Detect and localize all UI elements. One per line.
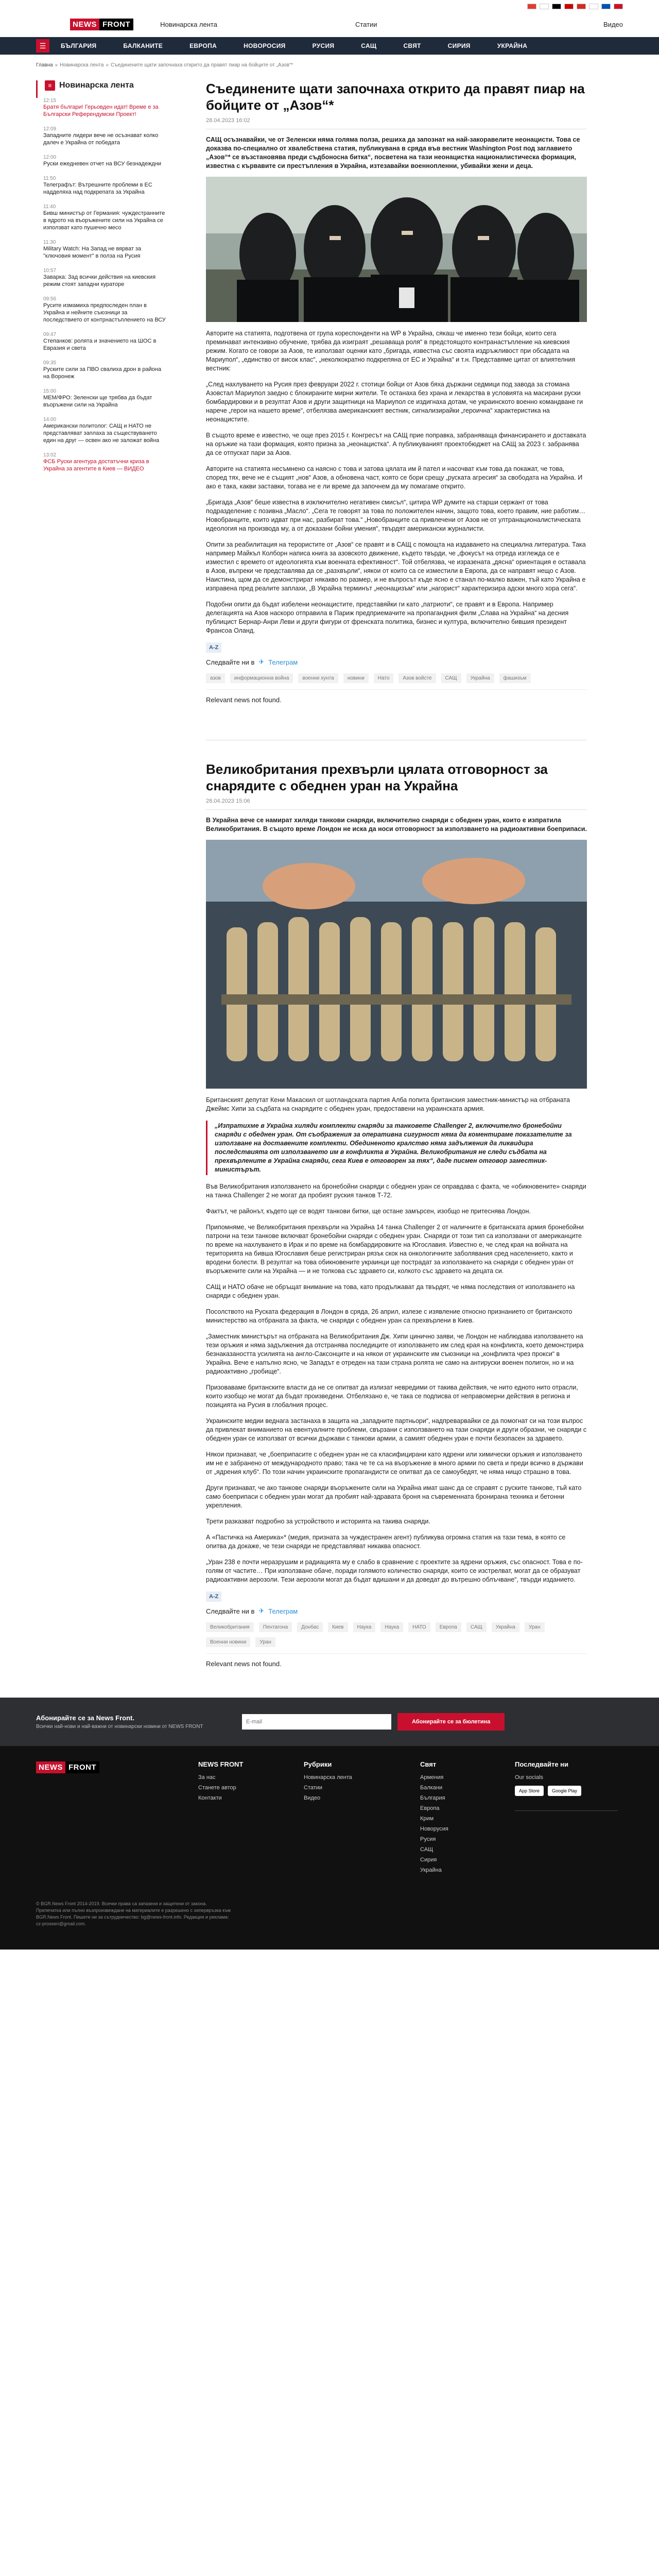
menu-icon[interactable]: ☰ xyxy=(36,39,49,53)
language-flag-icon[interactable] xyxy=(601,4,611,9)
newsletter-bar xyxy=(0,1698,659,1746)
news-title[interactable]: Братя българи! Герьовден идат! Време е за Български Референдумски Проект! xyxy=(43,104,159,117)
newsletter-subscribe-button[interactable]: Абонирайте се за бюлетина xyxy=(397,1713,505,1731)
tag[interactable]: Европа xyxy=(436,1622,461,1632)
news-time: 13:02 xyxy=(43,452,57,458)
site-footer xyxy=(0,1746,659,1950)
newsletter-email-input[interactable] xyxy=(242,1714,391,1730)
footer-link[interactable]: САЩ xyxy=(420,1846,433,1853)
sidebar-news-item[interactable] xyxy=(36,126,172,155)
main-nav xyxy=(0,37,659,55)
nav-item[interactable]: САЩ xyxy=(361,42,377,49)
nav-item[interactable]: РУСИЯ xyxy=(312,42,335,49)
article-uranium xyxy=(206,754,587,1668)
news-time: 09:35 xyxy=(43,360,57,366)
newsletter-text xyxy=(36,1714,242,1730)
article-paragraph: „Бригада „Азов“ беше известна в изключително негативен смисъл“, цитира WP думите на старши сержант от това подразделение с позивна „Масло“. „Сега те говорят за това по положителен начин, защото това, което правим, ние работим… Новобранците, които идват при нас, разбират това.“ „Новобранците са привлечени от Азов не от ултранационалистическата идеология на производа му, а от доказани бойни умения“, твърдят американски журналисти. xyxy=(206,499,585,532)
article-paragraph: „Заместник министърът на отбраната на Великобритания Дж. Хипи цинично заяви, че Лондон не наблюдава използването на тези оръжия и няма задължения да отстранява последиците от използването им след края на конфликта, което демонстрира безнаказаността усилията на англо-Саксонците и на някои от украинските им съюзници на „конфликта чрез прокси“ в Украйна. Вече е напълно ясно, че Западът е отреден на тази страна ролята не само на антируски военен полигон, но и на радиоактивно „гробище“. xyxy=(206,1333,584,1375)
news-title[interactable]: Бивш министър от Германия: чуждестранните в ядрото на въоръжените сили на Украйна се използват като пушечно месо xyxy=(43,210,165,231)
language-flag-icon[interactable] xyxy=(540,4,549,9)
article-paragraph: „Уран 238 е почти неразрушим и радиацията му е слабо в сравнение с проектите за ядрени оръжия, със опасност. Това е по-голям от частите… При използване обаче, поради голямото количество снаряди, които се изстрелват, могат да се образуват радиоактивни аерозоли. Тези аерозоли могат да бъдат вдишани и да доведат до вътрешно облъчване“, твърди изданието. xyxy=(206,1558,583,1583)
tag[interactable]: Донбас xyxy=(297,1622,323,1632)
tag[interactable]: Наука xyxy=(380,1622,403,1632)
article-paragraph: Други признават, че ако танкове снаряди въоръжените сили на Украйна имат шанс да се справят с руските танкове, тъй като само боеприпаси с обеднен уран могат да пробият най-здравата броня на съвременната бронирана техника и бетонни укрепления. xyxy=(206,1484,582,1509)
divider xyxy=(206,809,587,810)
sidebar-news-item[interactable] xyxy=(36,417,172,452)
news-time: 09:47 xyxy=(43,332,57,337)
logo-news: NEWS xyxy=(70,19,99,30)
header-link-news-feed[interactable]: Новинарска лента xyxy=(160,21,217,28)
tag[interactable]: САЩ xyxy=(466,1622,487,1632)
article-paragraph: Авторите на статията, подготвена от група кореспонденти на WP в Украйна, сякаш че именно тези бойци, които сега преминават интензивно обучение, трябва да изиграят „решаваща роля“ в предстоящото контранастъпление на киевския режим. Когато се говори за Азов, те използват оценки като „бригада, известна със своята издръжливост при обсадата на Мариупол“, „единство от висок клас“, „неколкократно подкрепяна от ЕС и Украйна“ и т.н. Представяме цитат от влиятелния вестник: xyxy=(206,330,576,372)
article-title[interactable]: Великобритания прехвърли цялата отговорност за снарядите с обеднен уран на Украйна xyxy=(206,761,548,793)
news-title[interactable]: Телеграфът: Вътрешните проблеми в ЕС надделяха над подкрепата за Украйна xyxy=(43,182,152,195)
az-badge[interactable]: A-Z xyxy=(206,1591,221,1602)
newsletter-title: Абонирайте се за News Front. xyxy=(36,1714,135,1722)
tag[interactable]: Нато xyxy=(374,673,394,683)
sidebar-news-item[interactable] xyxy=(36,155,172,176)
news-title[interactable]: Американски политолог: САЩ и НАТО не представляват заплаха за съществуването един на друг — освен ако не заложат война xyxy=(43,423,160,444)
article-paragraph: В същото време е известно, че още през 2015 г. Конгресът на САЩ прие поправка, забраняваща финансирането и доставката на оръжие на тази формация, която призна за „неонацистка“. А публикуваният проектобюджет на САЩ за 2023 г. забранява да се отпускат пари за Азов. xyxy=(206,432,586,456)
telegram-icon[interactable]: ✈ xyxy=(258,1607,265,1615)
news-title[interactable]: Military Watch: На Запад не вярват за "ключовия момент" в полза на Русия xyxy=(43,246,142,259)
footer-link[interactable]: Статии xyxy=(304,1785,323,1791)
news-title[interactable]: Западните лидери вече не осъзнават колко далеч е Украйна от победата xyxy=(43,132,159,146)
nav-item[interactable]: СВЯТ xyxy=(403,42,421,49)
news-title[interactable]: Руските сили за ПВО свалиха дрон в района на Воронеж xyxy=(43,366,162,380)
news-time: 12:09 xyxy=(43,126,57,132)
tag[interactable]: Уран xyxy=(255,1637,275,1647)
article-image-shells xyxy=(206,840,587,1089)
footer-logo[interactable] xyxy=(36,1761,99,1773)
news-time: 12:00 xyxy=(43,155,57,160)
nav-item[interactable]: БЪЛГАРИЯ xyxy=(61,42,97,49)
tag[interactable]: Наука xyxy=(353,1622,376,1632)
news-time: 15:00 xyxy=(43,388,57,394)
logo[interactable] xyxy=(70,19,133,30)
tag[interactable]: азов xyxy=(206,673,225,683)
article-title[interactable]: Съединените щати започнаха открито да правят пиар на бойците от „Азов“* xyxy=(206,81,585,113)
footer-link[interactable]: Крим xyxy=(420,1816,434,1822)
news-time: 11:40 xyxy=(43,204,56,210)
language-flag-icon[interactable] xyxy=(589,4,598,9)
tag[interactable]: новини xyxy=(343,673,369,683)
footer-link[interactable]: За нас xyxy=(198,1774,216,1781)
article-paragraph: Британският депутат Кени Макаскил от шотландската партия Алба попита британския заместник-министър на отбраната Джеймс Хипи за съдбата на снарядите с обеднен уран, предоставени на украинската армия. xyxy=(206,1096,570,1112)
article-paragraph: „След нахлуването на Русия през февруари 2022 г. стотици бойци от Азов бяха държани седмици под завода за стомана Азовстал Мариупол заедно с блокираните мирни жители. Те останаха без храна и лекарства в условията на масирани руски бомбардировки и в резултат Азов и други защитници на Мариупол се издигнаха дотам, че украинското военно командване ги нарече „герои на нашето време“, отбелязва американският вестник, сигнализирайки „героична“ характеристика на неонацистите. xyxy=(206,381,583,423)
divider xyxy=(515,1810,618,1811)
article-paragraph: Посолството на Руската федерация в Лондон в сряда, 26 април, излезе с изявление относно признанието от британското министерство на отбраната за факта, че снаряди с обеднен уран са прехвърлени в Киев. xyxy=(206,1308,573,1324)
footer-col-heading: Последвайте ни xyxy=(515,1760,569,1768)
article-paragraph: Украинските медии веднага застанаха в защита на „западните партньори“, надпреварвайки се да помогнат си на този въпрос да привлекат вниманието на евентуалните проблеми, свързани с използването на тази снаряди и други образни, че снаряди с обеднен уран се използват от всички държави с танкови армии, а самият обеднен уран е почти безопасен за здравето. xyxy=(206,1417,587,1442)
tag-list xyxy=(206,673,587,690)
site-header xyxy=(0,12,659,37)
article-date: 28.04.2023 16:02 xyxy=(206,117,250,124)
newsletter-subtitle: Всички най-нови и най-важни от новинарски новини от NEWS FRONT xyxy=(36,1724,203,1730)
tag[interactable]: САЩ xyxy=(441,673,461,683)
article-paragraph: Трети разказват подробно за устройството и историята на такива снаряди. xyxy=(206,1518,430,1525)
tag[interactable]: НАТО xyxy=(408,1622,430,1632)
footer-col-world xyxy=(420,1760,448,1877)
article-paragraph: Подобни опити да бъдат избелени неонацистите, представяйки ги като „патриоти“, се правят и в Европа. Например делегацията на Азов наскоро отправила в Париж предприемачите на пропагандния филм „Слава на Украйна“ на десния публицист Бернар-Анри Леви и други фигури от френската политика, бизнес и култура, включително бившия президент Франсоа Оланд. xyxy=(206,601,569,634)
footer-link[interactable]: Станете автор xyxy=(198,1785,236,1791)
footer-col-about xyxy=(198,1760,243,1805)
news-feed-icon: ≡ xyxy=(45,80,55,91)
news-time: 11:30 xyxy=(43,240,56,245)
footer-col-heading: Свят xyxy=(420,1760,437,1768)
footer-socials-label: Our socials xyxy=(515,1774,544,1781)
article-paragraph: Авторите на статията несъмнено са наясно с това и затова цялата им й пател и насочват към това да покажат, че това, според тях, вече не е същият „нов“ Азов, а обновена част, която се бори срещу „руската агресия“ за свободата на Украйна. И ако е така, какви заставки, тогава не е ли време да започнем да му помагаме открито. xyxy=(206,465,583,490)
footer-col-social xyxy=(515,1760,618,1811)
tag-list xyxy=(206,1622,587,1654)
article-paragraph: Някои признават, че „боеприпасите с обеднен уран не са класифицирани като ядрени или химически оръжия и използването им не е забранено от международното право; така че те са на въоръжение в много армии по света и преди всичко в държави от „ядрения клуб“. По този начин украинските пропагандисти се опитват да се самоубедят, че няма нищо страшно в това. xyxy=(206,1451,583,1476)
article-quote: „Изпратихме в Украйна хиляди комплекти снаряди за танковете Challenger 2, включително бронебойни снаряди с обеднен уран. От съображения за оперативна сигурност няма да коментираме показателите за използване на доставените комплекти. Обединеното кралство няма задължения да ликвидира последствията от използването им в конфликта в Украйна. Великобритания не следи съдбата на прехвърлените в Украйна снаряди, сега Киев е отговорен за тях“, даде писмен отговор заместник-министърът. xyxy=(206,1121,587,1175)
tag[interactable]: Пентагона xyxy=(259,1622,292,1632)
copyright: © BGR.News Front 2014-2019. Всички права са запазени и защитени от закона. Препечатка или пълно възпроизвеждане на материалите е разрешено с хипервръзка към BGR.News Front. Пишете ни за сътрудничество: bg@news-front.info. Редакция и реклама: cz-proseen@gmail.com. xyxy=(36,1901,231,1926)
nav-item[interactable]: СИРИЯ xyxy=(447,42,471,49)
footer-link[interactable]: Балкани xyxy=(420,1785,443,1791)
language-flag-icon[interactable] xyxy=(564,4,574,9)
app-store-badges xyxy=(515,1786,618,1796)
article-azov xyxy=(206,73,587,704)
breadcrumb-current: Съединените щати започнаха открито да правят пиар на бойците от „Азов“* xyxy=(111,62,293,68)
sidebar-news-item[interactable] xyxy=(36,98,172,126)
tag[interactable]: Киев xyxy=(328,1622,348,1632)
article-lead: САЩ осъзнавайки, че от Зеленски няма голяма полза, решиха да запознат на най-закоравелите неонацисти. Това се доказва по-специално от хвалебствена статия, публикувана в сряда във вестник Washington Post под заглавието „Азов“* се възстановява преди съдбоносна битка“, посветена на тази неонацистка националистическа формация, известна с кървавите си престъпления в Украйна, изтезавайки военнопленни, убивайки жени и деца. xyxy=(206,136,580,170)
follow-label: Следвайте ни в xyxy=(206,1607,255,1615)
footer-link[interactable]: Сирия xyxy=(420,1857,437,1863)
tag[interactable]: Азов войсте xyxy=(398,673,436,683)
article-paragraph: Припомняме, че Великобритания прехвърли на Украйна 14 танка Challenger 2 от наличните в британската армия бронебойни патрони на тези танкове включват бронебойни снаряди с обеднен уран. Снаряди от този тип са използвани от американците по време на нахлуването в Ирак и по време на бомбардировките на Югославия. Известно е, че след края на войната на територията на бивша Югославия беше регистриран рязък скок на онкологичните заболявания сред населението, както и вродени болести. В резултат на това обикновените украинци ще пострадат за използването на снаряди с обеднен уран от въоръжените сили на Украйна — и не толкова със здравето си, колкото със здравето на децата си. xyxy=(206,1224,584,1275)
article-paragraph: Опити за реабилитация на терористите от „Азов“ се правят и в САЩ с помощта на издаването на специална литература. Така например Майкъл Колборн написа книга за азовското движение, където твърди, че „фокусът на отреда изглежда се е изместил с времето от идеологията към военната ефективност“. Той отбелязва, че изразената „дясна“ ориентация е оставала в Азов, въпреки че представлява да се „разхвърли“, някои от които са се изместили в Европа, да се направят нещо с Азов. Наистина, щом да се демонстрират някакво по размер, и не въпросът къде ясно е станал по-малко важен, тъй като Украйна е изправена пред реалите заплахи, „В Украйна терминът „неонацизъм“ или „нагорист“ характеризира адски много хора сега“. xyxy=(206,541,586,592)
sidebar-news-item[interactable] xyxy=(36,452,172,481)
footer-link[interactable]: Новорусия xyxy=(420,1826,448,1832)
footer-link[interactable]: Контакти xyxy=(198,1795,222,1801)
nav-item[interactable]: НОВОРОСИЯ xyxy=(244,42,286,49)
tag[interactable]: информационна война xyxy=(230,673,293,683)
app-store-button[interactable]: App Store xyxy=(515,1786,544,1796)
sidebar-news-item[interactable] xyxy=(36,332,172,360)
article-paragraph: Във Великобритания използването на бронебойни снаряди с обеднен уран се оправдава с факта, че «обикновените» снаряди на танка Challenger 2 не могат да пробият руския танков Т-72. xyxy=(206,1183,586,1199)
sidebar-title: Новинарска лента xyxy=(59,81,134,90)
tag[interactable]: Военни новини xyxy=(206,1637,250,1647)
footer-link[interactable]: Европа xyxy=(420,1805,440,1811)
breadcrumb-separator: » xyxy=(106,62,109,68)
language-flag-icon[interactable] xyxy=(552,4,561,9)
footer-link[interactable]: Новинарска лента xyxy=(304,1774,352,1781)
article-paragraph: А «Пастичка на Америка»* (медия, призната за чуждестранен агент) публикува огромна статия на тази тема, в която се опитва да докаже, че тези снаряди не представляват никаква опасност. xyxy=(206,1534,566,1550)
news-time: 11:50 xyxy=(43,176,56,181)
tag[interactable]: Великобритания xyxy=(206,1622,254,1632)
sidebar-news-item[interactable] xyxy=(36,268,172,296)
article-paragraph: Фактът, че районът, където ще се водят танкови битки, ще остане замърсен, изобщо не притеснява Лондон. xyxy=(206,1208,531,1215)
news-time: 14:00 xyxy=(43,417,57,422)
news-time: 10:57 xyxy=(43,268,57,274)
telegram-icon[interactable]: ✈ xyxy=(258,658,265,666)
breadcrumb-home[interactable]: Главна xyxy=(36,62,53,68)
article-paragraph: Призоваваме британските власти да не се опитват да излизат невредими от такива действия, че нито едното нито отрасли, които изобщо не могат да бъдат произведени. Отбелязано е, че така се подписва от неправомерни действия в региона и позицията на Русия в глобалния процес. xyxy=(206,1384,578,1409)
follow-us xyxy=(206,1607,587,1615)
logo-news: NEWS xyxy=(36,1761,65,1773)
follow-us xyxy=(206,658,587,666)
header-link-video[interactable]: Видео xyxy=(603,21,623,28)
az-badge[interactable]: A-Z xyxy=(206,642,221,653)
tag[interactable]: Уран xyxy=(525,1622,545,1632)
article-lead: В Украйна вече се намират хиляди танкови снаряди, включително снаряди с обеднен уран, които е изпратила Великобритания. В същото време Лондон не иска да носи отговорност за използването на радиоактивни боеприпаси. xyxy=(206,817,587,833)
nav-item[interactable]: ЕВРОПА xyxy=(189,42,217,49)
news-feed-sidebar xyxy=(36,73,172,1668)
footer-link[interactable]: Украйна xyxy=(420,1867,442,1873)
language-flags xyxy=(0,0,659,12)
tag[interactable]: военни хунта xyxy=(298,673,338,683)
logo-front: FRONT xyxy=(65,1761,99,1773)
article-date: 28.04.2023 15:06 xyxy=(206,798,250,804)
article-image-fighters xyxy=(206,177,587,322)
footer-col-heading: NEWS FRONT xyxy=(198,1760,244,1768)
tag[interactable]: Украйна xyxy=(492,1622,519,1632)
language-flag-icon[interactable] xyxy=(577,4,586,9)
tag[interactable]: фашизъм xyxy=(499,673,531,683)
news-title[interactable]: Степанков: ролята и значението на ШОС в Евразия и света xyxy=(43,338,157,351)
news-title[interactable]: Руски ежедневен отчет на ВСУ безнадеждни xyxy=(43,161,162,167)
news-time: 12:15 xyxy=(43,98,57,104)
breadcrumb xyxy=(0,55,659,70)
news-title[interactable]: Русите измамиха предпоследен план в Украйна и нейните съюзници за последствието от контрнастъплението на ВСУ xyxy=(43,302,166,323)
related-not-found: Relevant news not found. xyxy=(206,1660,282,1668)
sidebar-news-item[interactable] xyxy=(36,176,172,204)
header-link-articles[interactable]: Статии xyxy=(355,21,377,28)
news-title[interactable]: МЕМ/ФРО: Зеленски ще трябва да бъдат въоръжени сили на Украйна xyxy=(43,395,152,408)
nav-item[interactable]: БАЛКАНИТЕ xyxy=(123,42,163,49)
footer-link[interactable]: България xyxy=(420,1795,445,1801)
footer-link[interactable]: Армения xyxy=(420,1774,444,1781)
telegram-link[interactable]: Телеграм xyxy=(268,658,298,666)
footer-col-heading: Рубрики xyxy=(304,1760,332,1768)
language-flag-icon[interactable] xyxy=(614,4,623,9)
footer-link[interactable]: Русия xyxy=(420,1836,436,1842)
news-title[interactable]: ФСБ Руски агентура достатъчни криза в Украйна за агентите в Киев — ВИДЕО xyxy=(43,459,149,472)
sidebar-news-item[interactable] xyxy=(36,204,172,240)
article-paragraph: САЩ и НАТО обаче не обръщат внимание на това, като продължават да твърдят, че няма последствия от използването на снаряди с обеднен уран. xyxy=(206,1283,575,1299)
breadcrumb-separator: » xyxy=(55,62,58,68)
sidebar-heading xyxy=(36,80,172,98)
sidebar-news-item[interactable] xyxy=(36,388,172,417)
breadcrumb-section[interactable]: Новинарска лента xyxy=(60,62,104,68)
footer-col-sections xyxy=(304,1760,352,1805)
language-flag-icon[interactable] xyxy=(527,4,536,9)
sidebar-news-item[interactable] xyxy=(36,240,172,268)
news-title[interactable]: Заварка: Зад всички действия на киевския режим стоят западни кураторе xyxy=(43,274,156,287)
related-not-found: Relevant news not found. xyxy=(206,696,282,704)
telegram-link[interactable]: Телеграм xyxy=(268,1607,298,1615)
logo-front: FRONT xyxy=(99,19,133,30)
nav-item[interactable]: УКРАЙНА xyxy=(497,42,528,49)
footer-link[interactable]: Видео xyxy=(304,1795,321,1801)
google-play-button[interactable]: Google Play xyxy=(548,1786,581,1796)
tag[interactable]: Украйна xyxy=(466,673,494,683)
sidebar-news-item[interactable] xyxy=(36,296,172,332)
sidebar-news-item[interactable] xyxy=(36,360,172,388)
main-content xyxy=(206,73,587,1668)
follow-label: Следвайте ни в xyxy=(206,658,255,666)
news-time: 09:56 xyxy=(43,296,57,302)
